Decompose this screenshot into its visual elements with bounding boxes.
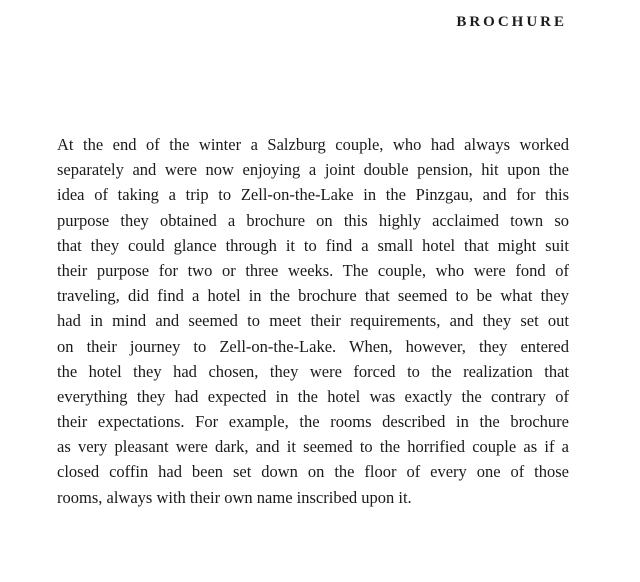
- paragraph-line: the hotel they had chosen, they were forced to the realization that: [57, 361, 569, 381]
- running-head: BROCHURE: [456, 14, 567, 30]
- paragraph-line: on their journey to Zell-on-the-Lake. When, however, they entered: [57, 336, 569, 356]
- paragraph-line: everything they had expected in the hotel was exactly the contrary of: [57, 386, 569, 406]
- paragraph-line: closed coffin had been set down on the floor of every one of those: [57, 462, 569, 482]
- paragraph-line: as very pleasant were dark, and it seemed to the horrified couple as if a: [57, 437, 569, 457]
- paragraph-line: rooms, always with their own name inscribed upon it.: [57, 487, 412, 507]
- paragraph-line: their purpose for two or three weeks. The couple, who were fond of: [57, 260, 569, 280]
- paragraph-line: their expectations. For example, the rooms described in the brochure: [57, 412, 569, 432]
- paragraph-line: purpose they obtained a brochure on this highly acclaimed town so: [57, 210, 569, 230]
- paragraph-line: At the end of the winter a Salzburg couple, who had always worked: [57, 135, 569, 154]
- paragraph-line: separately and were now enjoying a joint double pension, hit upon the: [57, 160, 569, 180]
- paragraph-line: had in mind and seemed to meet their requirements, and they set out: [57, 311, 569, 331]
- body-paragraph: [57, 132, 569, 510]
- paragraph-line: idea of taking a trip to Zell-on-the-Lake in the Pinzgau, and for this: [57, 185, 569, 205]
- paragraph-line: that they could glance through it to find a small hotel that might suit: [57, 235, 569, 255]
- paragraph-line: traveling, did find a hotel in the brochure that seemed to be what they: [57, 286, 569, 306]
